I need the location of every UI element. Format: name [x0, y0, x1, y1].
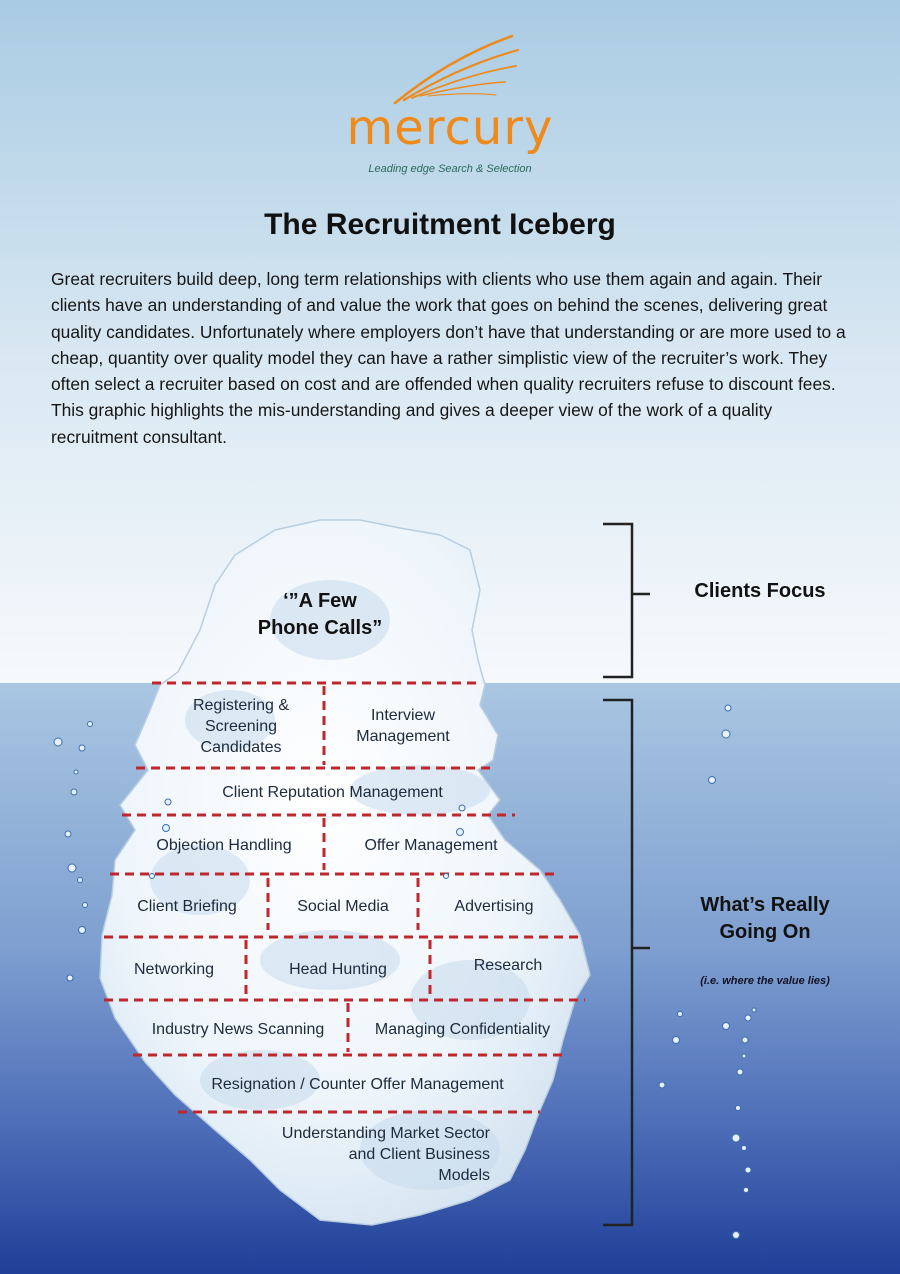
intro-paragraph: Great recruiters build deep, long term relationships with clients who use them again and again. Their clients have an understanding of and value the work that goes on behind the scenes, delivering great quality candidates. Unfortunately where employers don’t have that understanding or are more used to a cheap, quantity over quality model they can have a rather simplistic view of the recruiter’s work. They often select a recruiter based on cost and are offended when quality recruiters refuse to discount fees. This graphic highlights the mis-understanding and gives a deeper view of the work of a quality recruitment consultant. — [51, 269, 846, 447]
page-title: The Recruitment Iceberg — [264, 208, 616, 241]
cell-registering-screening: Registering & Screening Candidates — [192, 696, 290, 756]
cell-offer-management: Offer Management — [364, 836, 498, 854]
cell-interview-management: Interview Management — [356, 707, 450, 745]
cell-industry-news: Industry News Scanning — [151, 1020, 325, 1038]
logo-wordmark: mercury — [346, 100, 554, 156]
cell-managing-confidentiality: Managing Confidentiality — [374, 1020, 551, 1038]
cell-advertising: Advertising — [454, 897, 534, 915]
cell-research: Research — [473, 956, 543, 974]
cell-understanding-market: Understanding Market Sector and Client Business Models — [281, 1124, 490, 1184]
cell-head-hunting: Head Hunting — [289, 960, 387, 978]
logo-tagline: Leading edge Search & Selection — [368, 163, 532, 175]
value-note: (i.e. where the value lies) — [700, 975, 830, 987]
iceberg-tip-label: ‘”A Few Phone Calls” — [257, 590, 383, 639]
really-going-on-label: What’s Really Going On — [700, 894, 830, 943]
clients-focus-label: Clients Focus — [694, 580, 826, 602]
cell-networking: Networking — [133, 960, 215, 978]
cell-resignation-counter-offer: Resignation / Counter Offer Management — [211, 1075, 504, 1093]
cell-social-media: Social Media — [297, 897, 389, 915]
cell-objection-handling: Objection Handling — [156, 836, 292, 854]
cell-client-briefing: Client Briefing — [137, 897, 237, 915]
cell-client-reputation: Client Reputation Management — [222, 783, 443, 801]
